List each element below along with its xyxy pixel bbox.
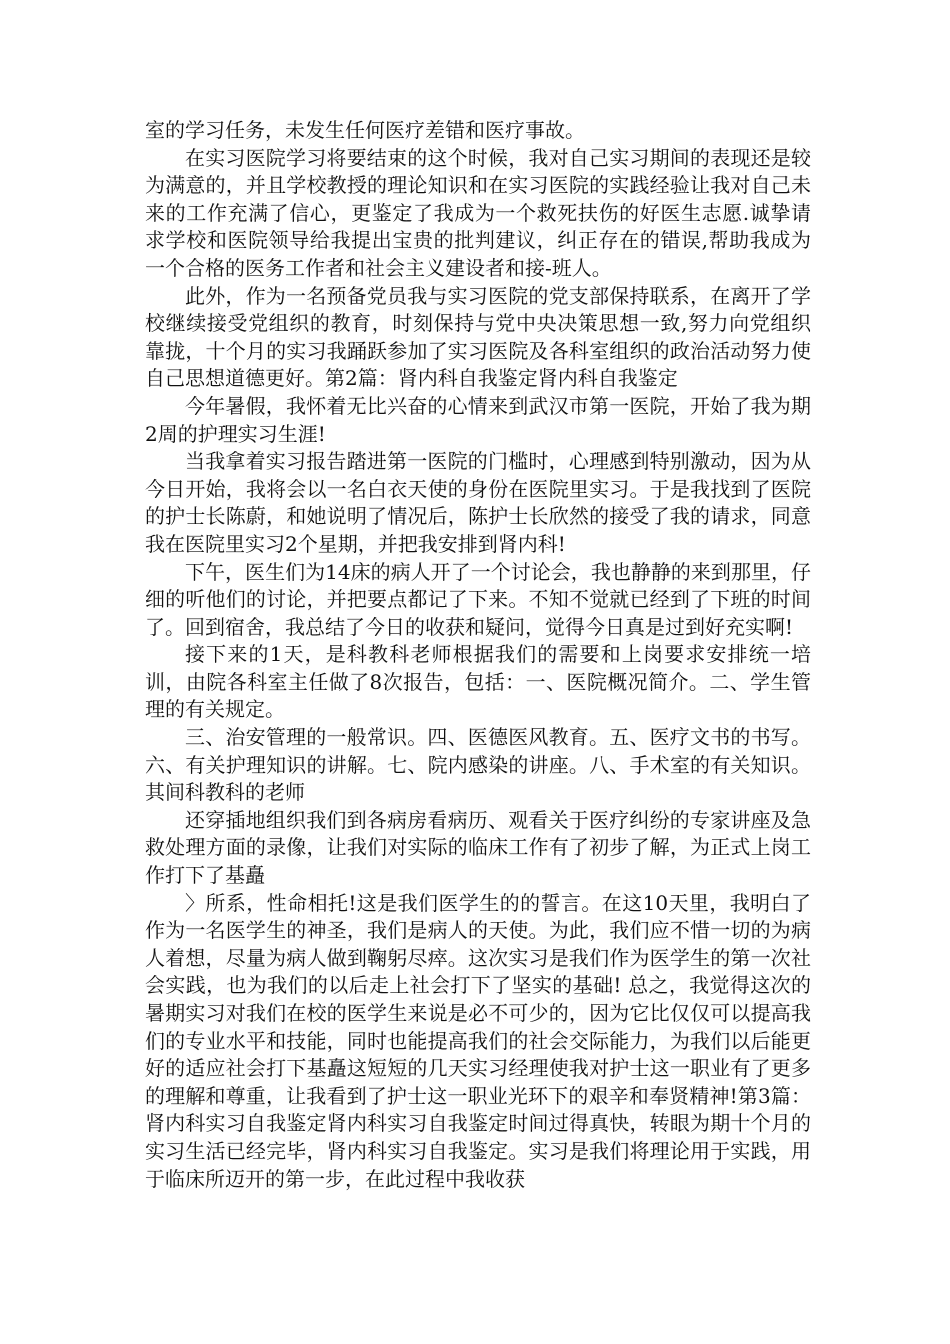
paragraph-3: 此外，作为一名预备党员我与实习医院的党支部保持联系，在离开了学校继续接受党组织的教育，时刻保持与党中央决策思想一致,努力向党组织靠拢，十个月的实习我踊跃参加了实习医院及各科室组织的政治活动努力使自己思想道德更好。第2篇：肾内科自我鉴定肾内科自我鉴定 [145,283,811,391]
paragraph-8: 三、治安管理的一般常识。四、医德医风教育。五、医疗文书的书写。六、有关护理知识的讲解。七、院内感染的讲座。八、手术室的有关知识。其间科教科的老师 [145,725,811,805]
paragraph-10: 〉所系，性命相托!这是我们医学生的的誓言。在这10天里，我明白了作为一名医学生的神圣，我们是病人的天使。为此，我们应不惜一切的为病人着想，尽量为病人做到鞠躬尽瘁。这次实习是我们作为医学生的第一次社会实践，也为我们的以后走上社会打下了坚实的基础! 总之，我觉得这次的暑期实习对我们在校的医学生来说是必不可少的，因为它比仅仅可以提高我们的专业水平和技能，同时也能提高我们的社会交际能力，为我们以后能更好的适应社会打下基矗这短短的几天实习经理使我对护士这一职业有了更多的理解和尊重，让我看到了护士这一职业光环下的艰辛和奉贤精神!第3篇：肾内科实习自我鉴定肾内科实习自我鉴定时间过得真快，转眼为期十个月的实习生活已经完毕，肾内科实习自我鉴定。实习是我们将理论用于实践，用于临床所迈开的第一步，在此过程中我收获 [145,890,811,1191]
paragraph-1: 室的学习任务，未发生任何医疗差错和医疗事故。 [145,118,585,142]
paragraph-7: 接下来的1天，是科教科老师根据我们的需要和上岗要求安排统一培训，由院各科室主任做了8次报告，包括：一、医院概况简介。二、学生管理的有关规定。 [145,642,811,722]
paragraph-4: 今年暑假，我怀着无比兴奋的心情来到武汉市第一医院，开始了我为期2周的护理实习生涯! [145,393,811,446]
paragraph-2: 在实习医院学习将要结束的这个时候，我对自己实习期间的表现还是较为满意的，并且学校教授的理论知识和在实习医院的实践经验让我对自己未来的工作充满了信心，更鉴定了我成为一个救死扶伤的好医生志愿.诚挚请求学校和医院领导给我提出宝贵的批判建议，纠正存在的错误,帮助我成为一个合格的医务工作者和社会主义建设者和接-班人。 [145,145,811,280]
document-body [145,117,811,1193]
paragraph-6: 下午，医生们为14床的病人开了一个讨论会，我也静静的来到那里，仔细的听他们的讨论，并把要点都记了下来。不知不觉就已经到了下班的时间了。回到宿舍，我总结了今日的收获和疑问，觉得今日真是过到好充实啊! [145,559,811,639]
paragraph-5: 当我拿着实习报告踏进第一医院的门槛时，心理感到特别激动，因为从今日开始，我将会以一名白衣天使的身份在医院里实习。于是我找到了医院的护士长陈蔚，和她说明了情况后，陈护士长欣然的接受了我的请求，同意我在医院里实习2个星期，并把我安排到肾内科! [145,449,811,556]
paragraph-9: 还穿插地组织我们到各病房看病历、观看关于医疗纠纷的专家讲座及急救处理方面的录像，让我们对实际的临床工作有了初步了解，为正式上岗工作打下了基矗 [145,807,811,888]
